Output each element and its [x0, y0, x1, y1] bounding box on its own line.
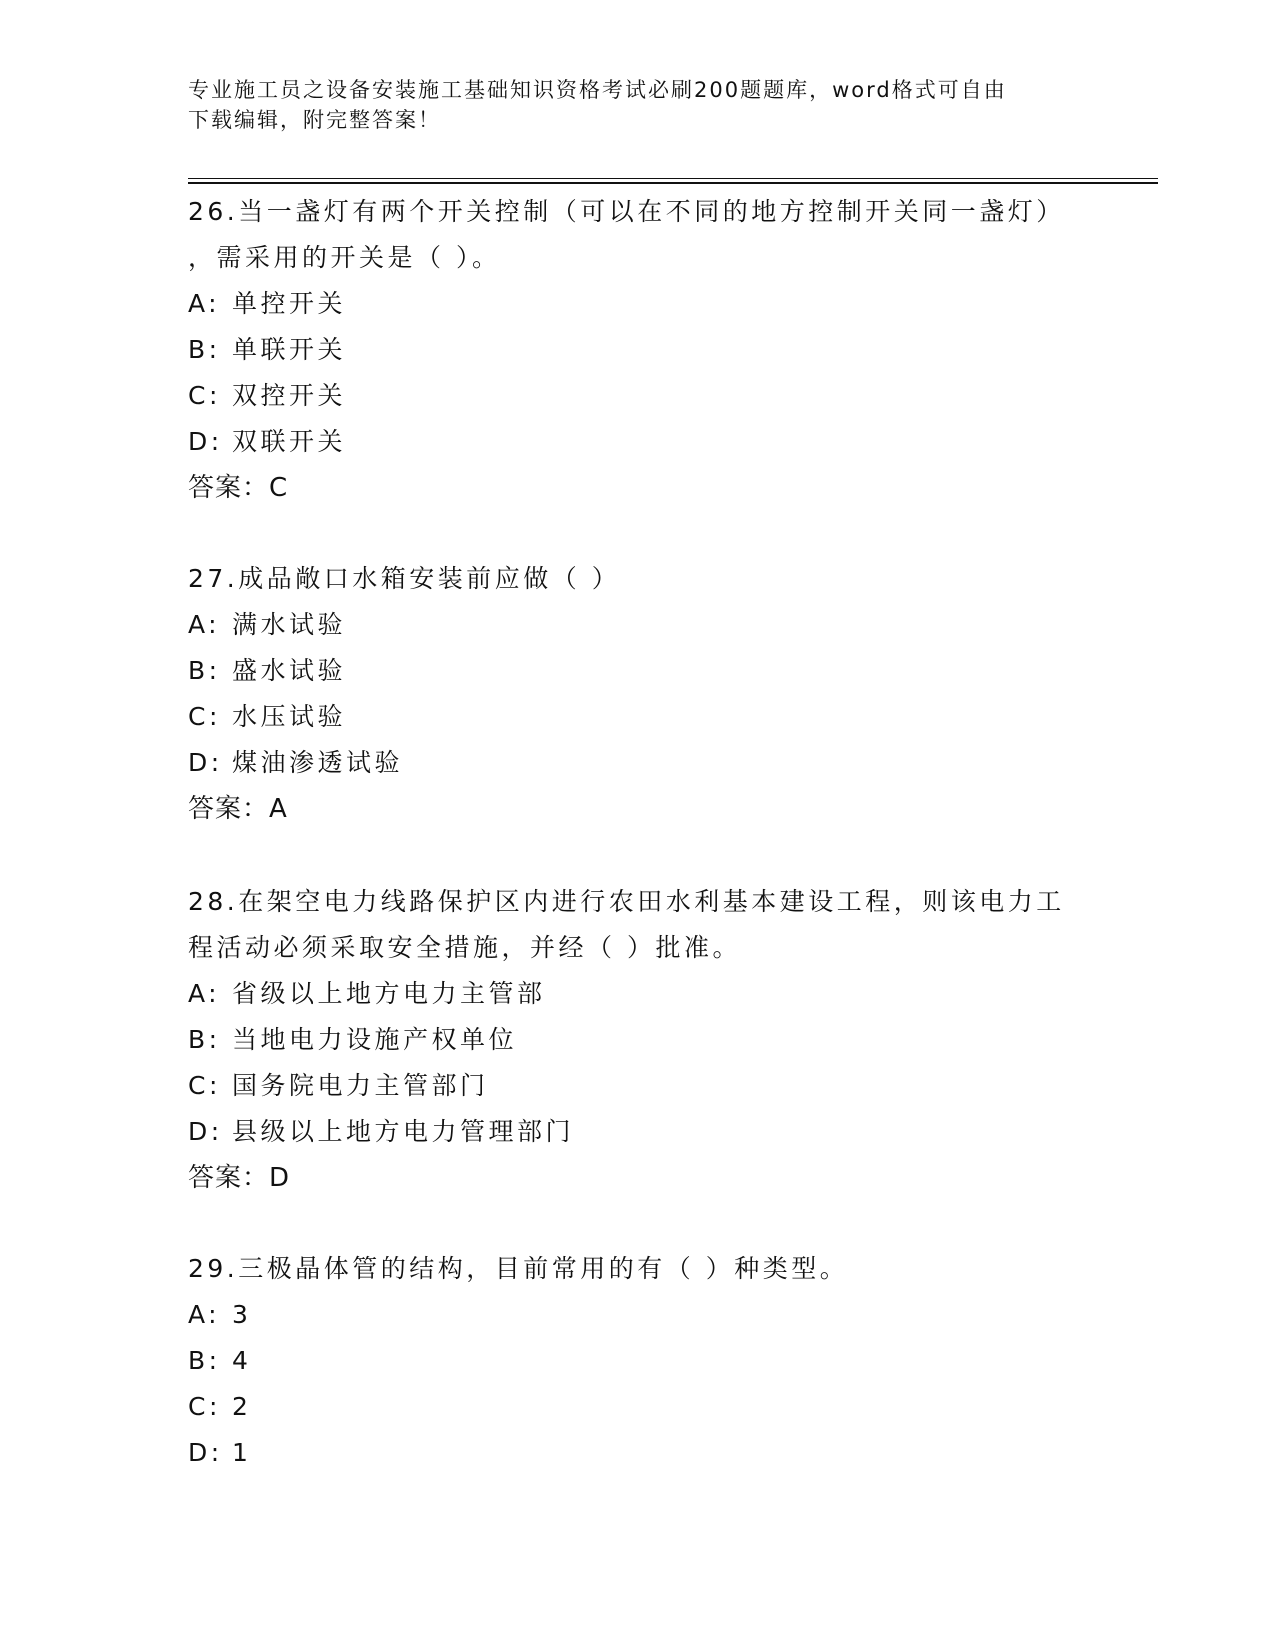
option-a [188, 602, 1088, 648]
question-26 [188, 189, 1088, 511]
option-d [188, 419, 1088, 465]
option-key: B: [188, 1346, 221, 1375]
option-b [188, 1338, 1088, 1384]
option-a [188, 1292, 1088, 1338]
option-text: 当地电力设施产权单位 [232, 1025, 518, 1054]
header-divider-thin [188, 178, 1158, 179]
option-d [188, 740, 1088, 786]
question-28 [188, 879, 1088, 1201]
option-text: 双控开关 [232, 381, 347, 410]
option-c [188, 373, 1088, 419]
option-text: 4 [232, 1346, 252, 1375]
option-c [188, 694, 1088, 740]
question-stem-line: 26.当一盏灯有两个开关控制（可以在不同的地方控制开关同一盏灯） [188, 197, 1065, 226]
option-key: C: [188, 1392, 221, 1421]
answer-value: A [269, 794, 287, 824]
option-key: D: [188, 748, 223, 777]
option-a [188, 281, 1088, 327]
option-text: 水压试验 [232, 702, 347, 731]
answer-line [188, 786, 1088, 832]
answer-line [188, 465, 1088, 511]
answer-value: D [269, 1163, 290, 1193]
option-text: 县级以上地方电力管理部门 [232, 1117, 575, 1146]
option-text: 省级以上地方电力主管部 [232, 979, 546, 1008]
option-text: 双联开关 [232, 427, 347, 456]
option-key: D: [188, 1117, 223, 1146]
option-key: C: [188, 381, 221, 410]
question-stem-line: 29.三极晶体管的结构，目前常用的有（ ）种类型。 [188, 1254, 849, 1283]
question-stem-line: ，需采用的开关是（ ）。 [188, 243, 501, 272]
document-header [188, 75, 1088, 135]
option-c [188, 1063, 1088, 1109]
option-a [188, 971, 1088, 1017]
option-text: 国务院电力主管部门 [232, 1071, 489, 1100]
option-text: 煤油渗透试验 [232, 748, 404, 777]
option-key: B: [188, 656, 221, 685]
option-key: A: [188, 1300, 221, 1329]
answer-label: 答案： [188, 1163, 270, 1193]
option-text: 单联开关 [232, 335, 347, 364]
question-27 [188, 556, 1088, 832]
answer-value: C [269, 473, 288, 503]
option-text: 盛水试验 [232, 656, 347, 685]
header-divider-thick [188, 182, 1158, 184]
answer-label: 答案： [188, 794, 270, 824]
answer-label: 答案： [188, 473, 270, 503]
option-key: B: [188, 335, 221, 364]
option-key: A: [188, 289, 221, 318]
answer-line [188, 1155, 1088, 1201]
option-text: 单控开关 [232, 289, 347, 318]
option-b [188, 1017, 1088, 1063]
option-key: B: [188, 1025, 221, 1054]
option-c [188, 1384, 1088, 1430]
header-line-2: 下载编辑，附完整答案！ [188, 108, 441, 132]
option-text: 2 [232, 1392, 252, 1421]
option-text: 1 [232, 1438, 252, 1467]
option-key: D: [188, 427, 223, 456]
header-line-1: 专业施工员之设备安装施工基础知识资格考试必刷200题题库，word格式可自由 [188, 78, 1007, 102]
option-key: D: [188, 1438, 223, 1467]
option-d [188, 1109, 1088, 1155]
question-stem-line: 程活动必须采取安全措施，并经（ ）批准。 [188, 933, 741, 962]
option-key: C: [188, 702, 221, 731]
question-29 [188, 1246, 1088, 1476]
option-key: C: [188, 1071, 221, 1100]
option-key: A: [188, 979, 221, 1008]
option-text: 3 [232, 1300, 252, 1329]
option-b [188, 648, 1088, 694]
question-stem-line: 27.成品敞口水箱安装前应做（ ） [188, 564, 621, 593]
question-stem-line: 28.在架空电力线路保护区内进行农田水利基本建设工程，则该电力工 [188, 887, 1065, 916]
option-d [188, 1430, 1088, 1476]
option-key: A: [188, 610, 221, 639]
option-b [188, 327, 1088, 373]
option-text: 满水试验 [232, 610, 347, 639]
